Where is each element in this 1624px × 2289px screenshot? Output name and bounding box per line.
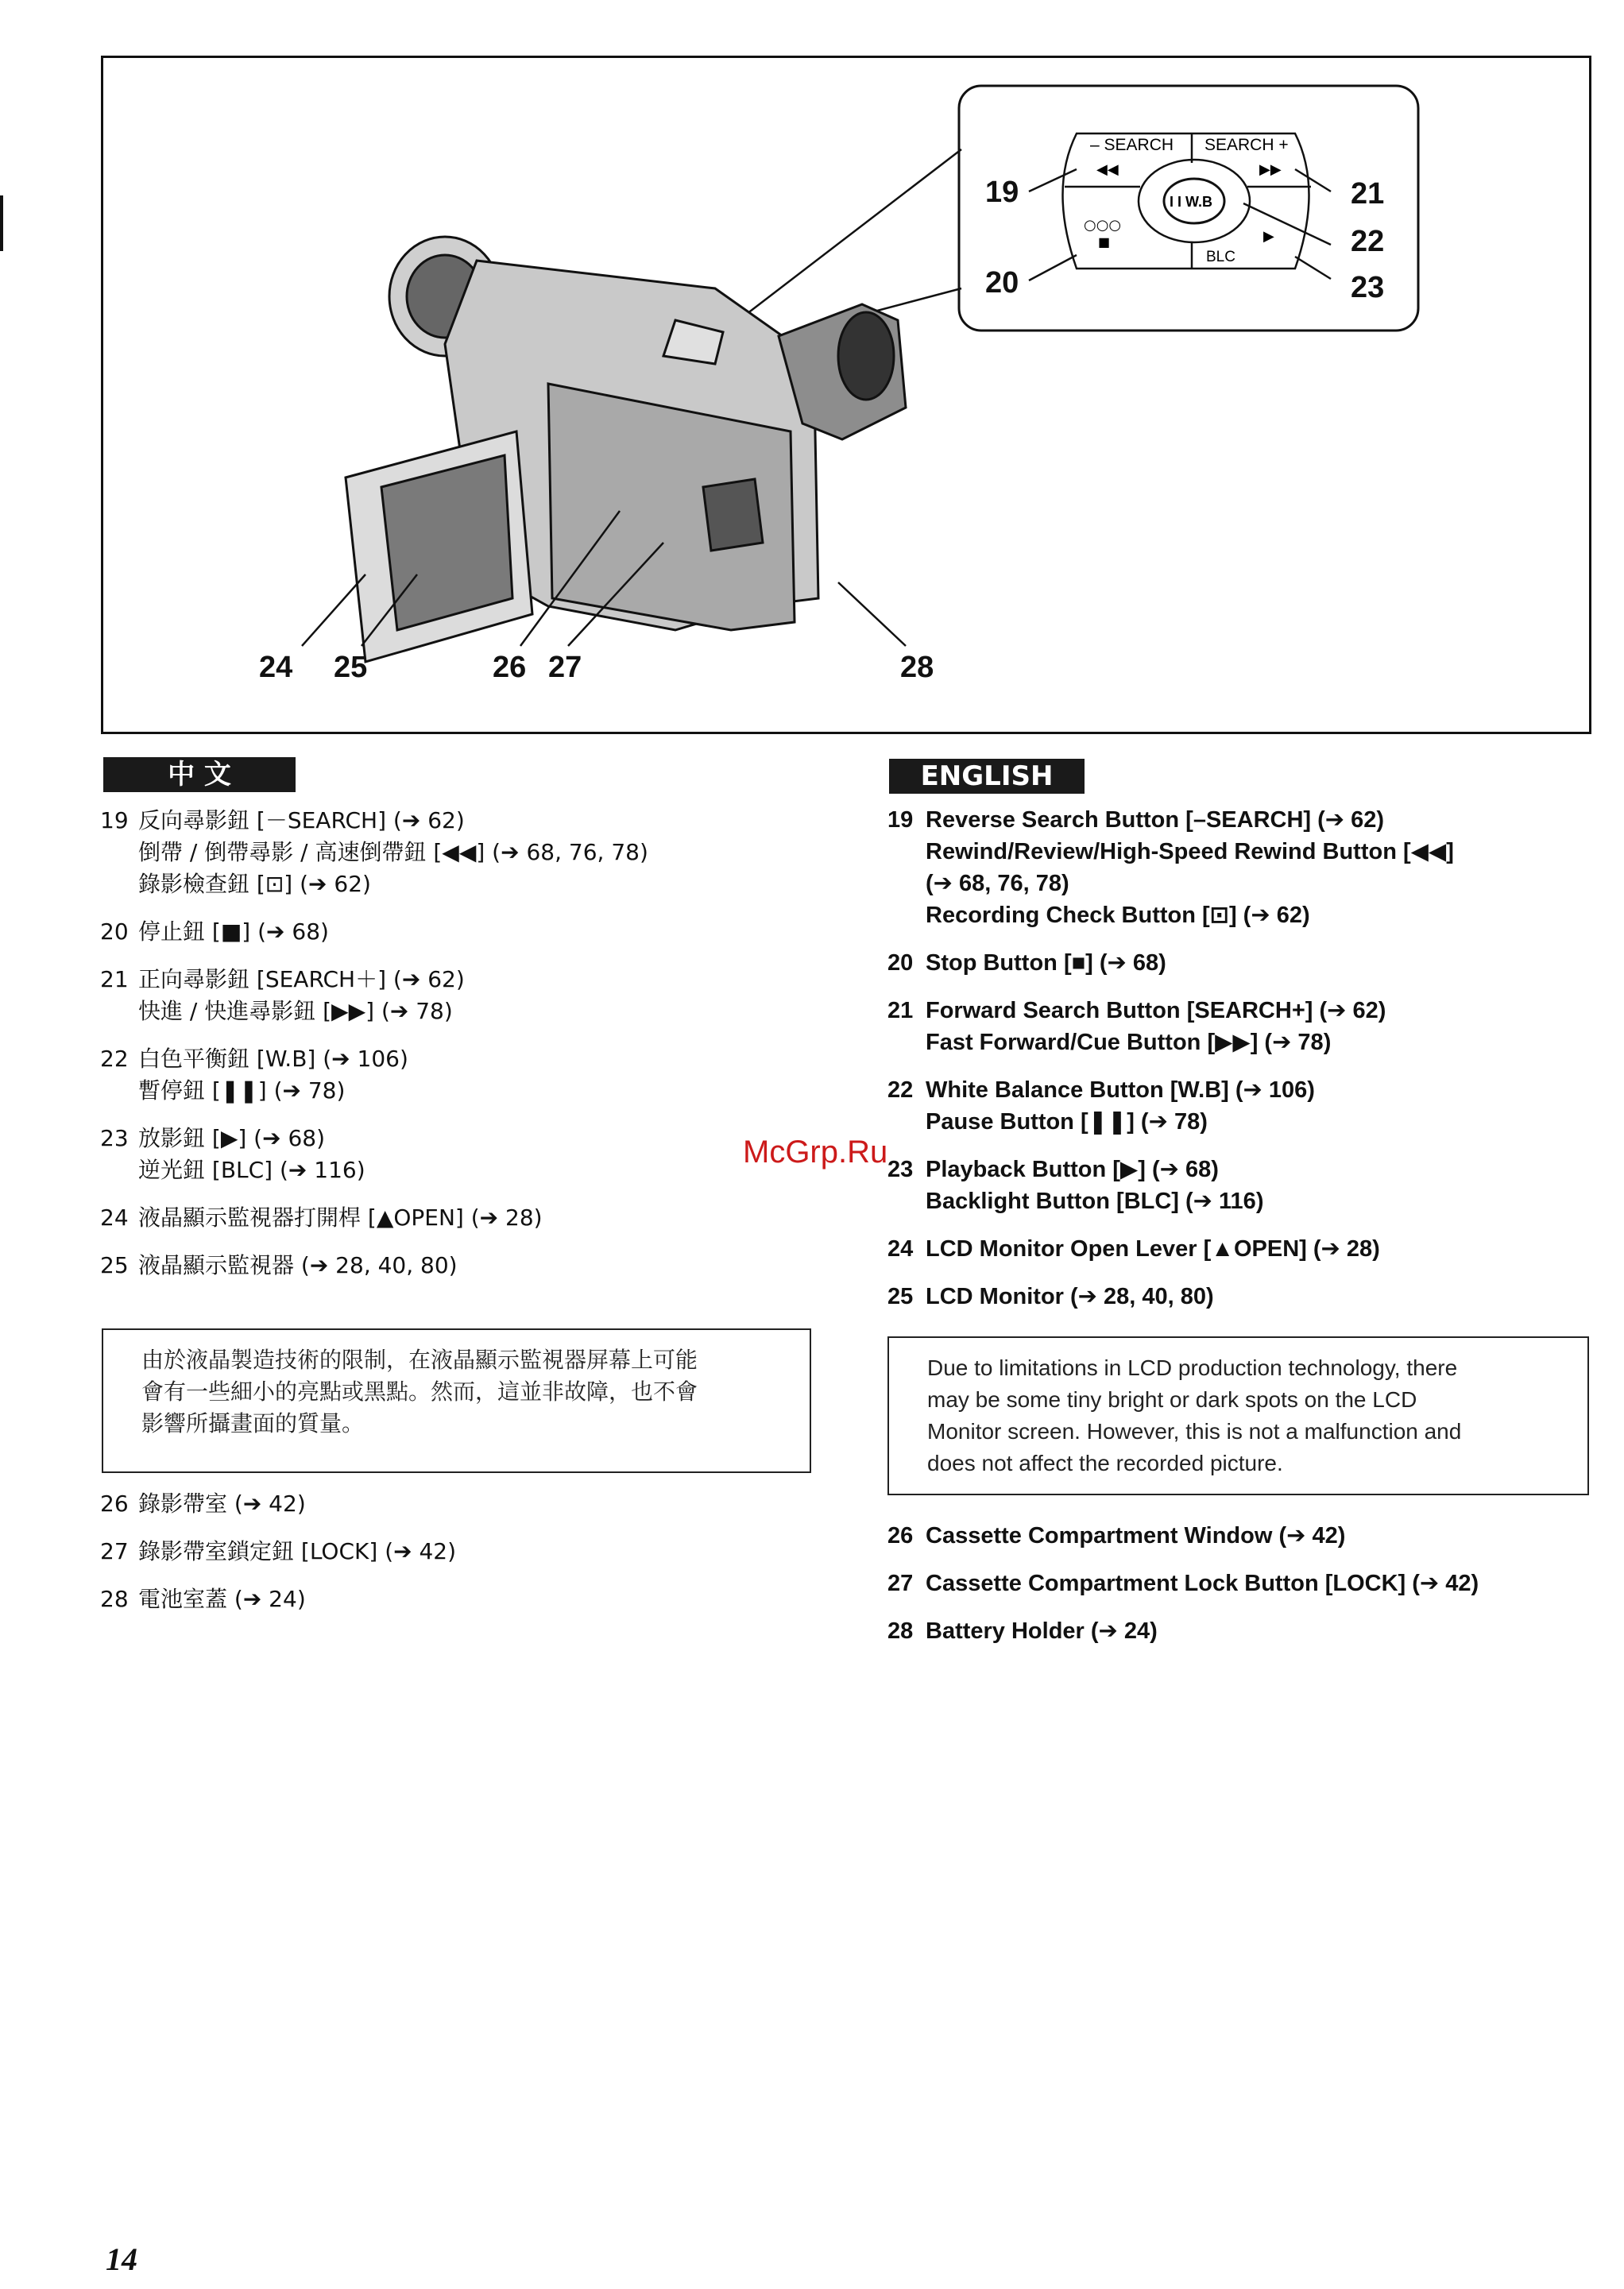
en-item-22: 22 White Balance Button [W.B] (➔ 106) Pause Button [❚❚] (➔ 78) bbox=[887, 1077, 1315, 1135]
en-item-23: 23 Playback Button [▶] (➔ 68) Backlight Button [BLC] (➔ 116) bbox=[887, 1157, 1264, 1214]
callout-27: 27 bbox=[548, 651, 582, 684]
camcorder-illustration bbox=[103, 58, 1589, 732]
zh-item-22: 22 白色平衡鈕 [W.B] (➔ 106) 暫停鈕 [❚❚] (➔ 78) bbox=[100, 1046, 408, 1104]
zh-item-21: 21 正向尋影鈕 [SEARCH＋] (➔ 62) 快進 / 快進尋影鈕 [▶▶] (➔ 78) bbox=[100, 966, 465, 1024]
callout-24: 24 bbox=[259, 651, 293, 684]
chinese-lcd-note: 由於液晶製造技術的限制，在液晶顯示監視器屏幕上可能 會有一些細小的亮點或黑點。然而，這並非故障，也不會 影響所攝畫面的質量。 bbox=[102, 1328, 811, 1473]
chinese-section-tag: 中 文 bbox=[103, 757, 296, 792]
zh-item-23: 23 放影鈕 [▶] (➔ 68) 逆光鈕 [BLC] (➔ 116) bbox=[100, 1125, 365, 1183]
en-item-27: 27 Cassette Compartment Lock Button [LOCK] (➔ 42) bbox=[887, 1571, 1479, 1596]
callout-22: 22 bbox=[1351, 225, 1385, 258]
panel-blc: BLC bbox=[1206, 249, 1235, 265]
en-item-28: 28 Battery Holder (➔ 24) bbox=[887, 1618, 1158, 1644]
en-item-25: 25 LCD Monitor (➔ 28, 40, 80) bbox=[887, 1284, 1214, 1309]
callout-26: 26 bbox=[493, 651, 527, 684]
panel-wb: I I W.B bbox=[1170, 194, 1212, 210]
callout-25: 25 bbox=[334, 651, 368, 684]
panel-minus-search: – SEARCH bbox=[1090, 136, 1174, 154]
en-item-26: 26 Cassette Compartment Window (➔ 42) bbox=[887, 1523, 1346, 1549]
en-item-21: 21 Forward Search Button [SEARCH+] (➔ 62) Fast Forward/Cue Button [▶▶] (➔ 78) bbox=[887, 998, 1386, 1055]
panel-dots: ○○○ bbox=[1084, 217, 1122, 234]
margin-mark bbox=[0, 195, 3, 251]
callout-21: 21 bbox=[1351, 177, 1385, 211]
callout-28: 28 bbox=[900, 651, 934, 684]
panel-fastforward: ▶▶ bbox=[1259, 161, 1282, 178]
watermark: McGrp.Ru bbox=[743, 1135, 888, 1170]
panel-play: ▶ bbox=[1263, 228, 1274, 245]
zh-item-27: 27 錄影帶室鎖定鈕 [LOCK] (➔ 42) bbox=[100, 1538, 457, 1564]
chinese-column-lower bbox=[100, 1488, 815, 1615]
zh-item-25: 25 液晶顯示監視器 (➔ 28, 40, 80) bbox=[100, 1252, 458, 1278]
chinese-column bbox=[100, 805, 815, 1282]
en-item-19: 19 Reverse Search Button [–SEARCH] (➔ 62) Rewind/Review/High-Speed Rewind Button [◀◀] (➔ 68, 76, 78) Recording Check Button [⊡] (➔ 62) bbox=[887, 807, 1454, 928]
english-column bbox=[887, 804, 1603, 1313]
zh-item-28: 28 電池室蓋 (➔ 24) bbox=[100, 1586, 306, 1612]
callout-20: 20 bbox=[985, 266, 1019, 300]
panel-plus-search: SEARCH + bbox=[1204, 136, 1289, 154]
zh-item-19: 19 反向尋影鈕 [－SEARCH] (➔ 62) 倒帶 / 倒帶尋影 / 高速倒帶鈕 [◀◀] (➔ 68, 76, 78) 錄影檢查鈕 [⊡] (➔ 62) bbox=[100, 807, 648, 897]
english-column-lower bbox=[887, 1520, 1603, 1647]
zh-item-24: 24 液晶顯示監視器打開桿 [▲OPEN] (➔ 28) bbox=[100, 1204, 543, 1231]
callout-19: 19 bbox=[985, 176, 1019, 209]
camcorder-body bbox=[346, 237, 906, 662]
zh-item-20: 20 停止鈕 [■] (➔ 68) bbox=[100, 918, 329, 945]
en-item-24: 24 LCD Monitor Open Lever [▲OPEN] (➔ 28) bbox=[887, 1236, 1380, 1262]
camcorder-figure bbox=[101, 56, 1591, 734]
en-item-20: 20 Stop Button [■] (➔ 68) bbox=[887, 950, 1166, 976]
english-lcd-note: Due to limitations in LCD production technology, there may be some tiny bright or dark spots on the LCD Monitor screen. However, this is not a malfunction and does not affect the recorded picture. bbox=[887, 1336, 1589, 1495]
page-number: 14 bbox=[106, 2241, 137, 2277]
panel-rewind: ◀◀ bbox=[1096, 161, 1119, 178]
panel-stop: ■ bbox=[1098, 234, 1111, 249]
english-section-tag: ENGLISH bbox=[889, 759, 1085, 794]
callout-23: 23 bbox=[1351, 271, 1385, 304]
zh-item-26: 26 錄影帶室 (➔ 42) bbox=[100, 1491, 306, 1517]
